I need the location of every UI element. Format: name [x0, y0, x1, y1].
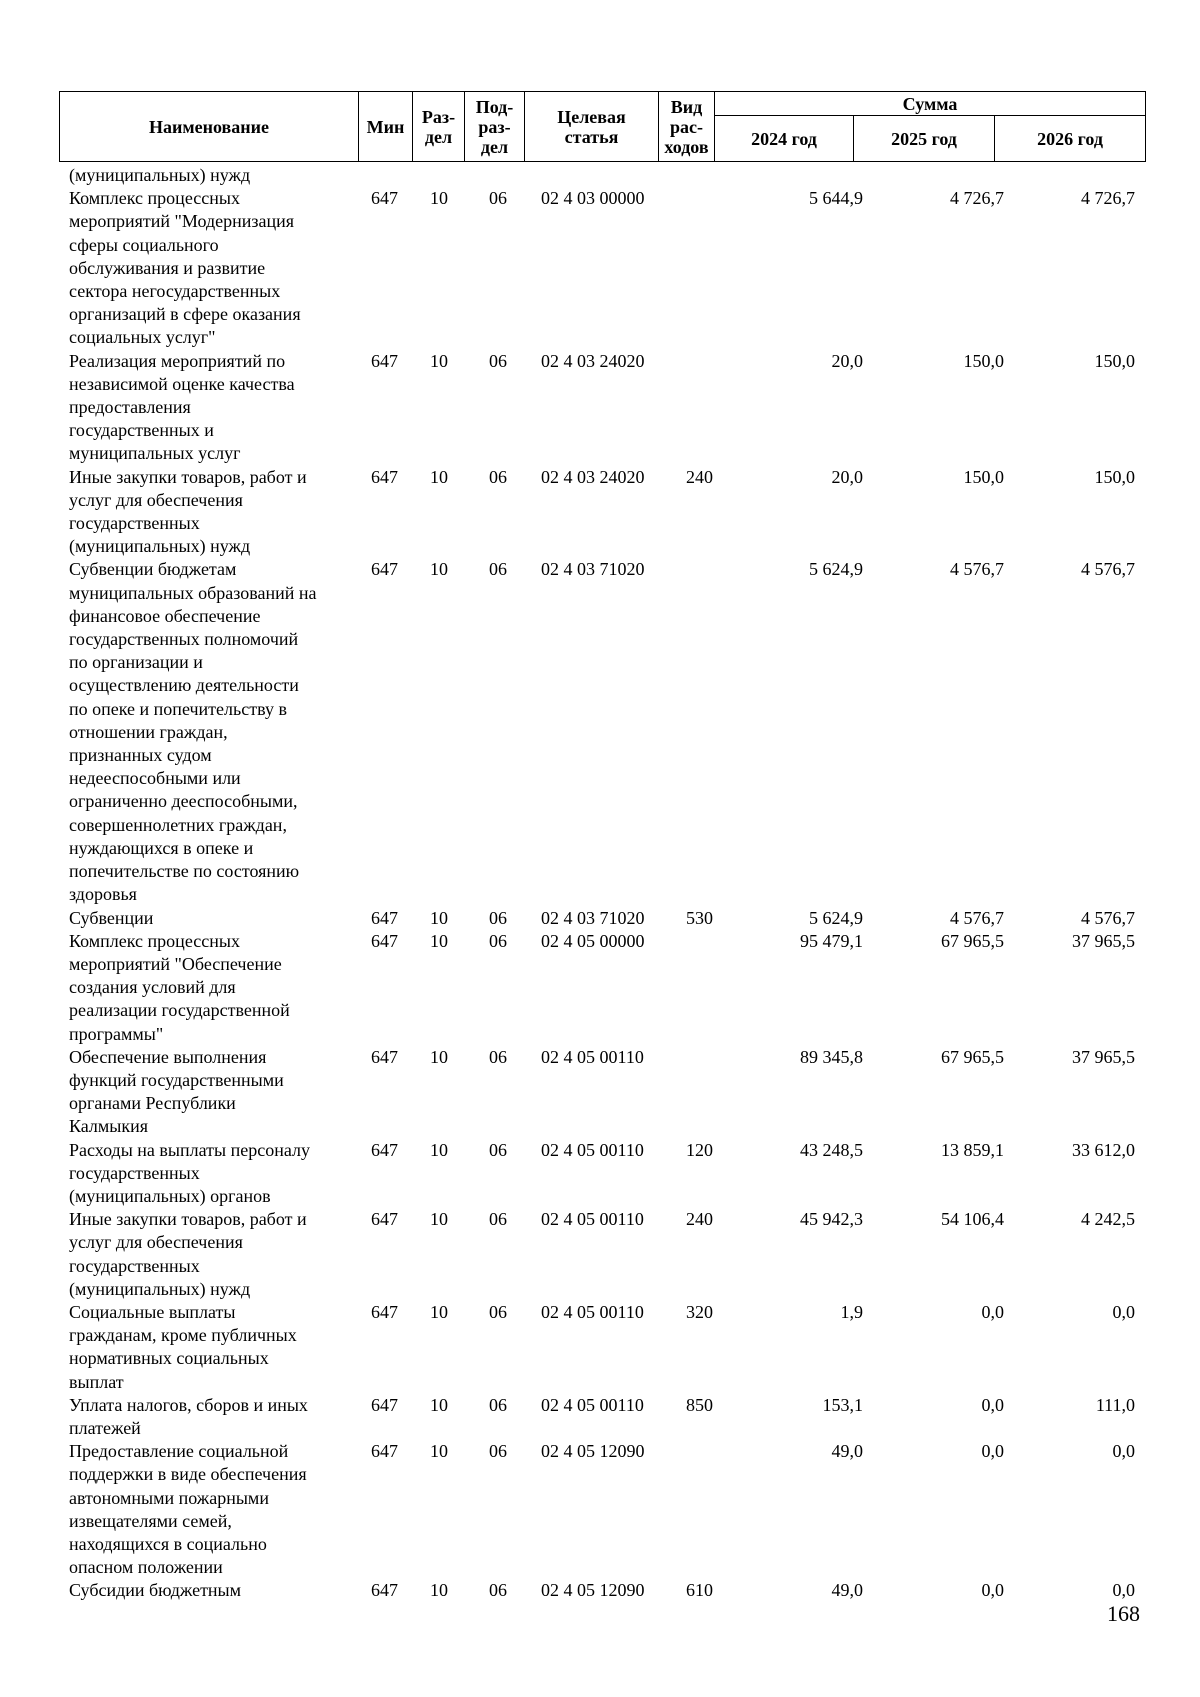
target-article: 02 4 03 00000: [541, 188, 645, 209]
page-number: 168: [1107, 1601, 1140, 1626]
header-min: Мин: [359, 92, 413, 162]
row-name: Предоставление социальной поддержки в виде обеспечения автономными пожарными извещателями семей, находящихся в социально опасном положении: [69, 1441, 307, 1578]
ministry-code: 647: [371, 1139, 398, 1160]
amount-2025: 54 106,4: [941, 1209, 1004, 1230]
table-row: [59, 1208, 1145, 1301]
row-name: Комплекс процессных мероприятий "Модернизация сферы социального обслуживания и развитие сектора негосударственных организаций в сфере оказания социальных услуг": [69, 188, 301, 348]
target-article: 02 4 05 00110: [541, 1046, 644, 1067]
header-year-2025: 2025 год: [854, 116, 995, 162]
amount-2024: 49,0: [831, 1441, 863, 1462]
header-year-2026: 2026 год: [995, 116, 1146, 162]
subsection-code: 06: [489, 907, 507, 928]
amount-2024: 5 624,9: [809, 559, 863, 580]
ministry-code: 647: [371, 1394, 398, 1415]
table-row: [59, 1139, 1145, 1209]
amount-2025: 4 726,7: [950, 188, 1004, 209]
target-article: 02 4 05 12090: [541, 1580, 645, 1601]
row-name: Субсидии бюджетным: [69, 1580, 242, 1601]
header-year-2024: 2024 год: [715, 116, 854, 162]
amount-2024: 5 644,9: [809, 188, 863, 209]
row-name: Расходы на выплаты персоналу государственных (муниципальных) органов: [69, 1139, 310, 1206]
amount-2025: 4 576,7: [950, 559, 1004, 580]
amount-2026: 4 576,7: [1081, 559, 1135, 580]
amount-2025: 13 859,1: [941, 1139, 1004, 1160]
table-row: [59, 1579, 1145, 1602]
target-article: 02 4 03 71020: [541, 907, 645, 928]
expense-type: 530: [686, 907, 713, 928]
table-row: [59, 558, 1145, 906]
subsection-code: 06: [489, 466, 507, 487]
target-article: 02 4 05 00110: [541, 1394, 644, 1415]
target-article: 02 4 05 00110: [541, 1301, 644, 1322]
ministry-code: 647: [371, 1580, 398, 1601]
amount-2026: 4 576,7: [1081, 907, 1135, 928]
expense-type: 240: [686, 1209, 713, 1230]
amount-2026: 150,0: [1094, 350, 1135, 371]
subsection-code: 06: [489, 1139, 507, 1160]
amount-2026: 33 612,0: [1072, 1139, 1135, 1160]
target-article: 02 4 03 71020: [541, 559, 645, 580]
table-header: [59, 91, 1146, 162]
amount-2025: 0,0: [981, 1301, 1004, 1322]
amount-2024: 153,1: [822, 1394, 863, 1415]
amount-2025: 150,0: [963, 350, 1004, 371]
section-code: 10: [430, 1394, 448, 1415]
ministry-code: 647: [371, 559, 398, 580]
amount-2026: 0,0: [1112, 1580, 1135, 1601]
section-code: 10: [430, 1209, 448, 1230]
section-code: 10: [430, 907, 448, 928]
amount-2024: 5 624,9: [809, 907, 863, 928]
table-row: [59, 1046, 1145, 1139]
row-name: (муниципальных) нужд: [69, 165, 251, 185]
section-code: 10: [430, 1046, 448, 1067]
ministry-code: 647: [371, 1301, 398, 1322]
amount-2024: 20,0: [831, 466, 863, 487]
table-body: [59, 164, 1145, 1603]
table-row: [59, 350, 1145, 466]
amount-2026: 0,0: [1112, 1441, 1135, 1462]
header-name: Наименование: [60, 92, 359, 162]
section-code: 10: [430, 1580, 448, 1601]
ministry-code: 647: [371, 1209, 398, 1230]
expense-type: 850: [686, 1394, 713, 1415]
amount-2024: 1,9: [840, 1301, 863, 1322]
subsection-code: 06: [489, 559, 507, 580]
amount-2025: 0,0: [981, 1580, 1004, 1601]
header-podrazdel: Под- раз- дел: [465, 92, 525, 162]
subsection-code: 06: [489, 1209, 507, 1230]
subsection-code: 06: [489, 188, 507, 209]
ministry-code: 647: [371, 930, 398, 951]
amount-2026: 37 965,5: [1072, 930, 1135, 951]
amount-2024: 20,0: [831, 350, 863, 371]
table-row: [59, 907, 1145, 930]
subsection-code: 06: [489, 1441, 507, 1462]
ministry-code: 647: [371, 907, 398, 928]
section-code: 10: [430, 1441, 448, 1462]
row-name: Социальные выплаты гражданам, кроме публичных нормативных социальных выплат: [69, 1301, 297, 1392]
amount-2025: 4 576,7: [950, 907, 1004, 928]
table-row: [59, 164, 1145, 187]
header-sum: Сумма: [715, 92, 1146, 116]
section-code: 10: [430, 188, 448, 209]
amount-2024: 89 345,8: [800, 1046, 863, 1067]
expense-type: 610: [686, 1580, 713, 1601]
row-name: Субвенции бюджетам муниципальных образований на финансовое обеспечение государственных полномочий по организации и осуществлению деятельности по опеке и попечительству в отношении граждан, признанных судом недееспособными или ограниченно дееспособными, совершеннолетних граждан, нуждающихся в опеке и попечительстве по состоянию здоровья: [69, 559, 317, 905]
ministry-code: 647: [371, 466, 398, 487]
row-name: Иные закупки товаров, работ и услуг для обеспечения государственных (муниципальных) нужд: [69, 466, 307, 557]
row-name: Реализация мероприятий по независимой оценке качества предоставления государственных и муниципальных услуг: [69, 350, 295, 464]
row-name: Обеспечение выполнения функций государственными органами Республики Калмыкия: [69, 1046, 284, 1137]
header-target-article: Целевая статья: [525, 92, 659, 162]
table-row: [59, 466, 1145, 559]
amount-2026: 0,0: [1112, 1301, 1135, 1322]
amount-2024: 95 479,1: [800, 930, 863, 951]
subsection-code: 06: [489, 1301, 507, 1322]
ministry-code: 647: [371, 350, 398, 371]
ministry-code: 647: [371, 1046, 398, 1067]
ministry-code: 647: [371, 1441, 398, 1462]
section-code: 10: [430, 466, 448, 487]
amount-2026: 4 242,5: [1081, 1209, 1135, 1230]
header-razdel: Раз- дел: [413, 92, 465, 162]
target-article: 02 4 05 00000: [541, 930, 645, 951]
ministry-code: 647: [371, 188, 398, 209]
table-row: [59, 1301, 1145, 1394]
target-article: 02 4 03 24020: [541, 466, 645, 487]
target-article: 02 4 03 24020: [541, 350, 645, 371]
table-row: [59, 1394, 1145, 1440]
row-name: Комплекс процессных мероприятий "Обеспечение создания условий для реализации государственной программы": [69, 930, 290, 1044]
subsection-code: 06: [489, 350, 507, 371]
subsection-code: 06: [489, 1046, 507, 1067]
target-article: 02 4 05 00110: [541, 1139, 644, 1160]
amount-2026: 111,0: [1095, 1394, 1135, 1415]
subsection-code: 06: [489, 1394, 507, 1415]
expense-type: 240: [686, 466, 713, 487]
section-code: 10: [430, 1139, 448, 1160]
amount-2025: 0,0: [981, 1441, 1004, 1462]
table-row: [59, 1440, 1145, 1579]
row-name: Уплата налогов, сборов и иных платежей: [69, 1394, 308, 1438]
header-expense-type: Вид рас- ходов: [659, 92, 715, 162]
amount-2026: 150,0: [1094, 466, 1135, 487]
amount-2025: 67 965,5: [941, 1046, 1004, 1067]
target-article: 02 4 05 12090: [541, 1441, 645, 1462]
amount-2024: 49,0: [831, 1580, 863, 1601]
amount-2026: 4 726,7: [1081, 188, 1135, 209]
subsection-code: 06: [489, 930, 507, 951]
subsection-code: 06: [489, 1580, 507, 1601]
target-article: 02 4 05 00110: [541, 1209, 644, 1230]
amount-2025: 0,0: [981, 1394, 1004, 1415]
expense-type: 320: [686, 1301, 713, 1322]
section-code: 10: [430, 559, 448, 580]
expense-type: 120: [686, 1139, 713, 1160]
amount-2024: 43 248,5: [800, 1139, 863, 1160]
section-code: 10: [430, 930, 448, 951]
row-name: Субвенции: [69, 907, 154, 928]
amount-2025: 67 965,5: [941, 930, 1004, 951]
row-name: Иные закупки товаров, работ и услуг для обеспечения государственных (муниципальных) нужд: [69, 1209, 307, 1299]
section-code: 10: [430, 350, 448, 371]
section-code: 10: [430, 1301, 448, 1322]
table-row: [59, 187, 1145, 349]
table-row: [59, 930, 1145, 1046]
amount-2024: 45 942,3: [800, 1209, 863, 1230]
amount-2026: 37 965,5: [1072, 1046, 1135, 1067]
amount-2025: 150,0: [963, 466, 1004, 487]
